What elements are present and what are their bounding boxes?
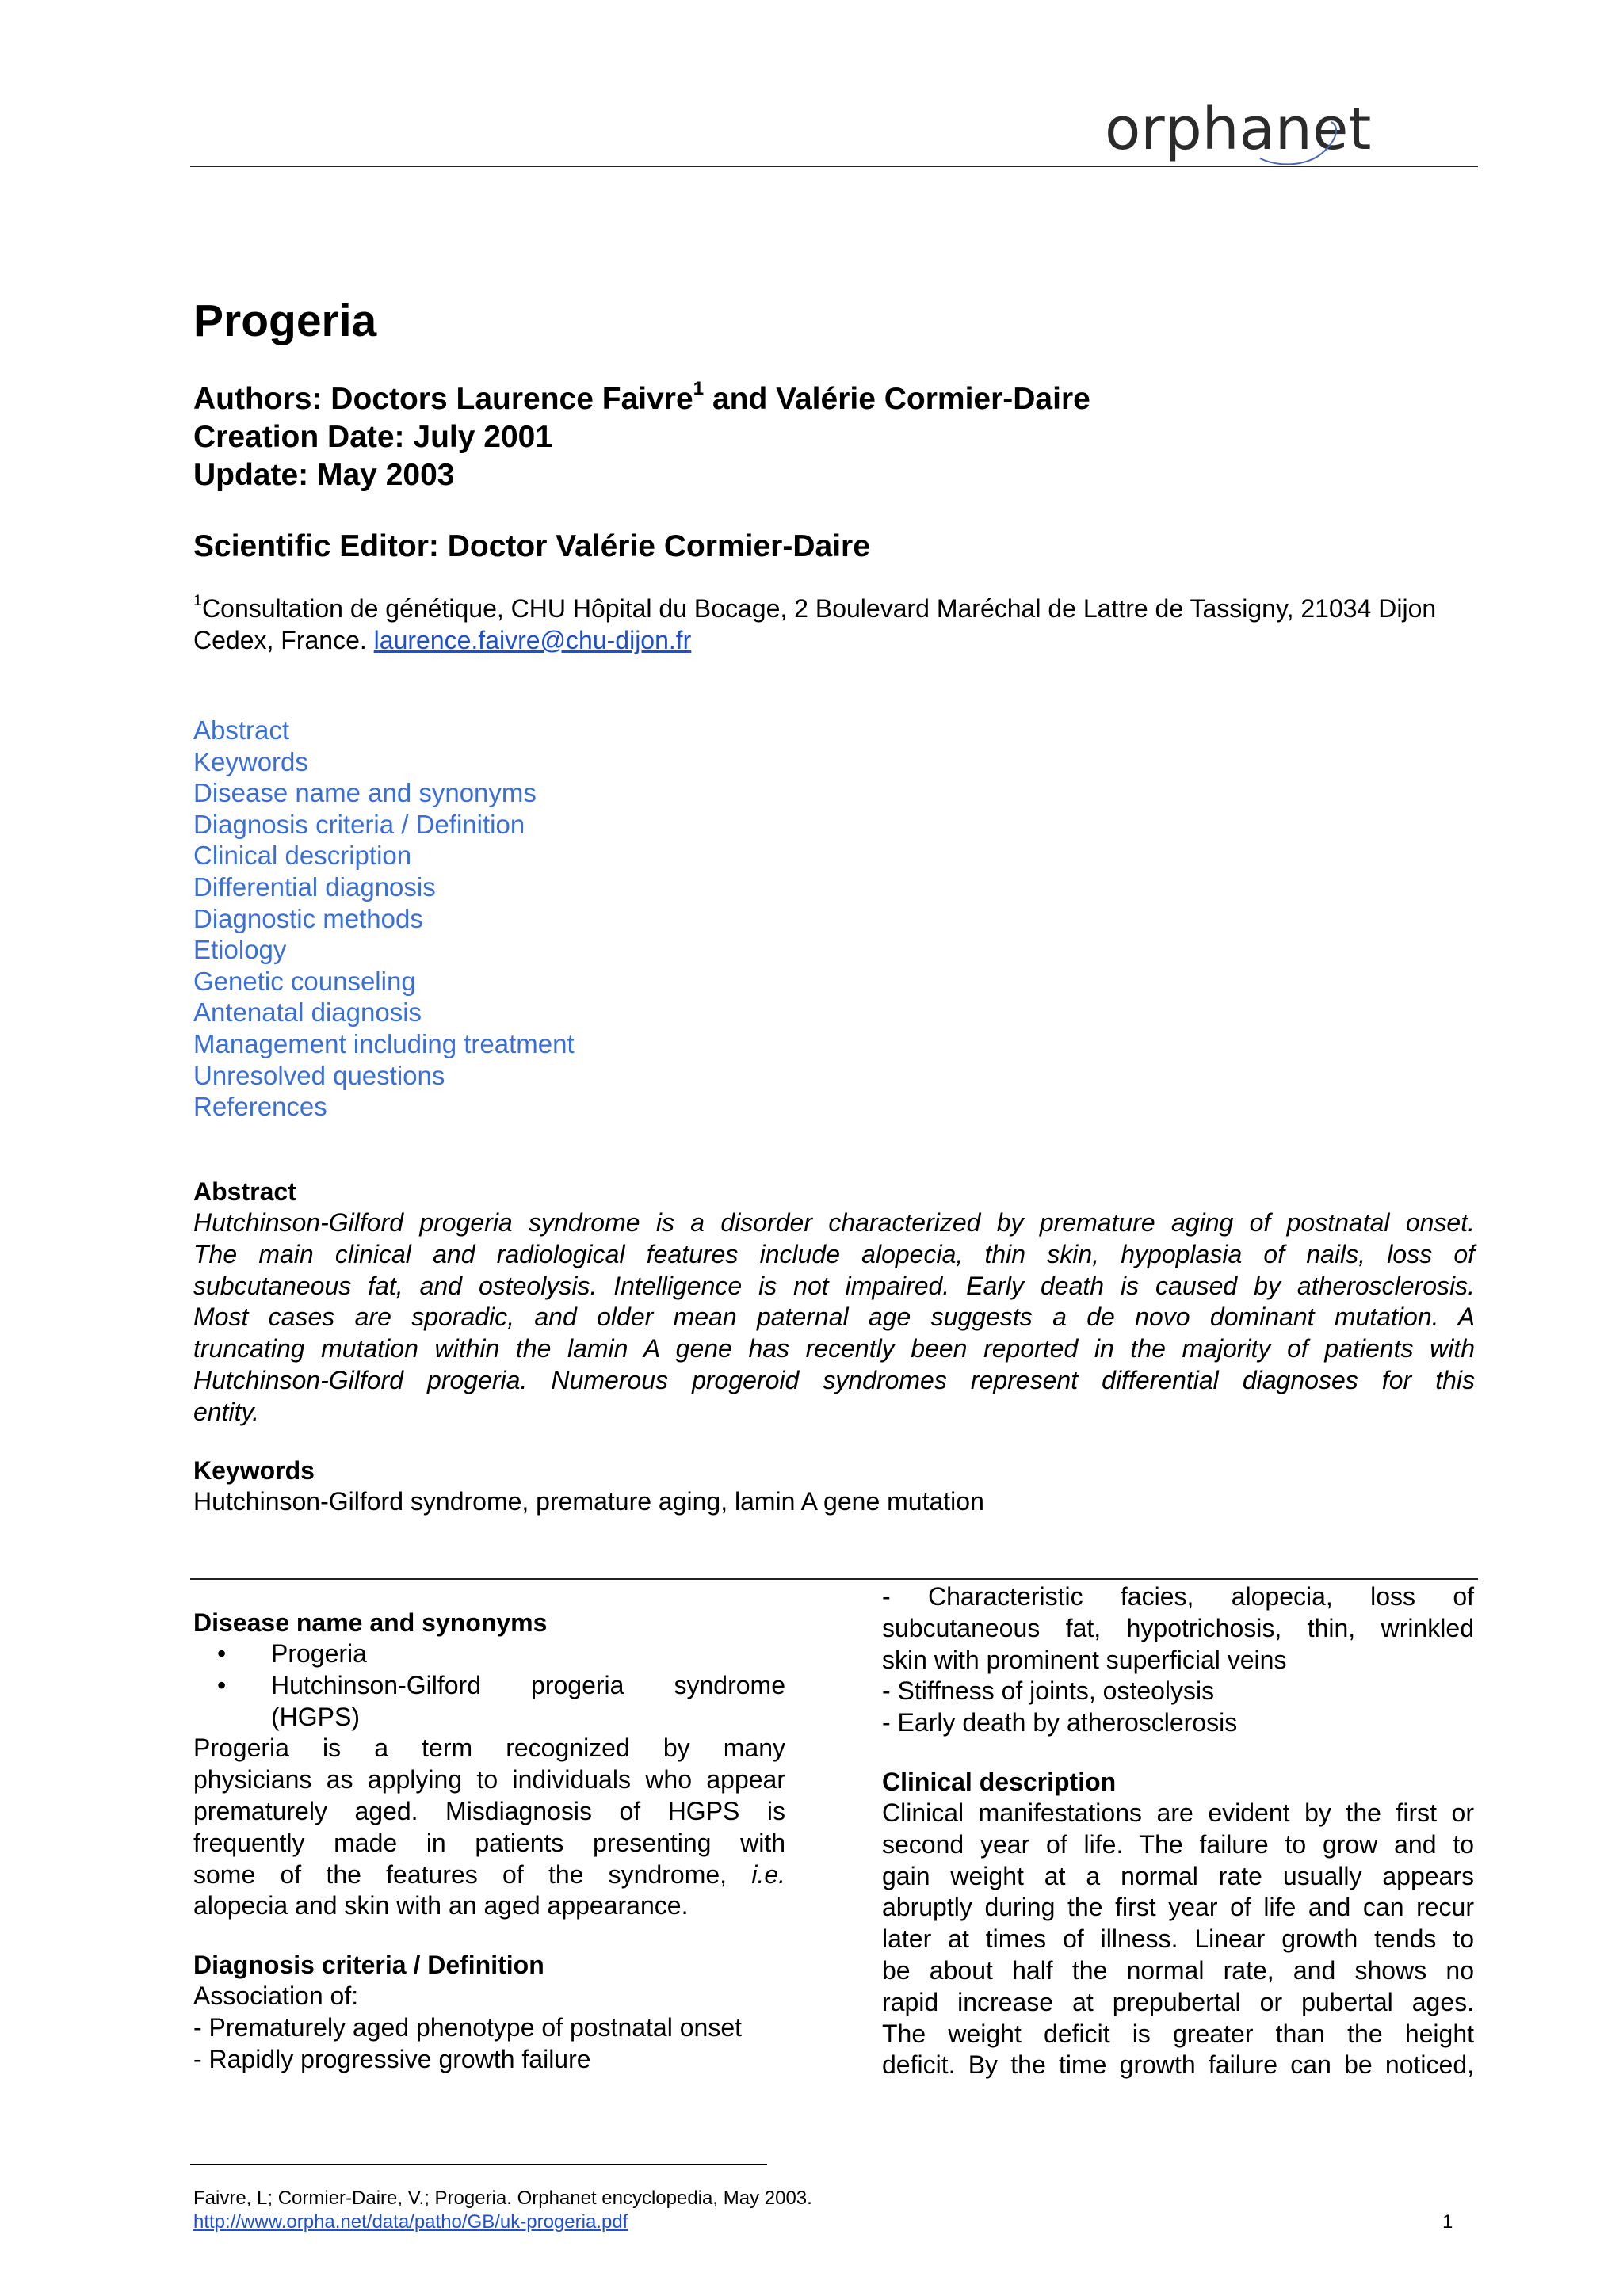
author-email-link[interactable]: laurence.faivre@chu-dijon.fr xyxy=(373,626,692,654)
toc-link-references[interactable]: References xyxy=(193,1092,327,1122)
toc-link-abstract[interactable]: Abstract xyxy=(193,715,290,745)
bullet-icon: • xyxy=(217,1639,227,1668)
criteria-line: - Characteristic facies, alopecia, loss of xyxy=(882,1582,1474,1611)
section-rule xyxy=(190,1578,1478,1580)
author-footnote-marker: 1 xyxy=(693,377,705,399)
criteria-line: Association of: xyxy=(193,1981,359,2011)
orphanet-logo xyxy=(1102,93,1434,165)
document-title: Progeria xyxy=(193,296,377,346)
criteria-line: subcutaneous fat, hypotrichosis, thin, wrinkled xyxy=(882,1613,1474,1642)
toc-link-differential-diagnosis[interactable]: Differential diagnosis xyxy=(193,871,436,902)
bullet-icon: • xyxy=(217,1670,227,1699)
affiliation: $^1$Consultation de génétique, CHU Hôpital du Bocage, 2 Boulevard Maréchal de Lattre de Tassigny, 21034 Dijon Cedex, France. laurence.faivre@chu-dijon.fr xyxy=(193,592,1437,654)
update-date: Update: May 2003 xyxy=(193,458,455,492)
toc-link-management[interactable]: Management including treatment xyxy=(193,1028,575,1058)
abstract-line: subcutaneous fat, and osteolysis. Intelligence is not impaired. Early death is caused by atherosclerosis. xyxy=(193,1271,1475,1300)
abstract-line: The main clinical and radiological features include alopecia, thin skin, hypoplasia of nails, loss of xyxy=(193,1239,1475,1268)
abstract-line: Hutchinson-Gilford progeria. Numerous progeroid syndromes represent differential diagnoses for this xyxy=(193,1365,1475,1394)
clinical-description-heading: Clinical description xyxy=(882,1767,1117,1796)
abstract-line: Hutchinson-Gilford progeria syndrome is a disorder characterized by premature aging of postnatal onset. xyxy=(193,1208,1475,1237)
clinical-line: gain weight at a normal rate usually appears xyxy=(882,1861,1474,1890)
keywords-text: Hutchinson-Gilford syndrome, premature aging, lamin A gene mutation xyxy=(193,1487,984,1516)
synonym-item: • Progeria xyxy=(193,1638,785,1670)
authors-line: Authors: Doctors Laurence Faivre$^1$ and Valérie Cormier-Daire xyxy=(193,377,1090,416)
clinical-line: deficit. By the time growth failure can be noticed, xyxy=(882,2050,1474,2080)
criteria-line: - Early death by atherosclerosis xyxy=(882,1708,1238,1737)
toc-link-diagnostic-methods[interactable]: Diagnostic methods xyxy=(193,903,423,933)
right-column xyxy=(882,1581,1474,2081)
abstract-line: Most cases are sporadic, and older mean paternal age suggests a de novo dominant mutation. A xyxy=(193,1302,1475,1332)
clinical-line: Clinical manifestations are evident by the first or xyxy=(882,1798,1474,1827)
header-rule xyxy=(190,166,1478,167)
toc-link-disease-name[interactable]: Disease name and synonyms xyxy=(193,778,537,808)
left-column xyxy=(193,1607,785,2076)
footer-url-link[interactable]: http://www.orpha.net/data/patho/GB/uk-progeria.pdf xyxy=(193,2211,628,2233)
disease-name-paragraph: Progeria is a term recognized by many physicians as applying to individuals who appear prematurely aged. Misdiagnosis of HGPS is frequently made in patients presenting with some of the features of the syndrome, i.e. alopecia and skin with an aged appearance. xyxy=(193,1733,785,1920)
affiliation-marker: 1 xyxy=(193,592,203,610)
logo-wordmark: orphanet xyxy=(1105,95,1372,163)
keywords-heading: Keywords xyxy=(193,1456,315,1485)
clinical-line: be about half the normal rate, and shows no xyxy=(882,1955,1474,1985)
synonym-item: • Hutchinson-Gilford progeria syndrome (HGPS) xyxy=(217,1670,785,1731)
criteria-line: - Prematurely aged phenotype of postnatal onset xyxy=(193,2012,742,2042)
criteria-line: - Stiffness of joints, osteolysis xyxy=(882,1676,1215,1706)
toc-link-unresolved-questions[interactable]: Unresolved questions xyxy=(193,1060,445,1090)
scientific-editor: Scientific Editor: Doctor Valérie Cormier-Daire xyxy=(193,529,870,563)
toc-link-genetic-counseling[interactable]: Genetic counseling xyxy=(193,966,416,996)
abstract-heading: Abstract xyxy=(193,1177,296,1206)
page-number: 1 xyxy=(1442,2211,1453,2233)
clinical-line: abruptly during the first year of life and can recur xyxy=(882,1893,1474,1922)
diagnosis-criteria-heading: Diagnosis criteria / Definition xyxy=(193,1951,544,1980)
abstract-text xyxy=(193,1207,1475,1428)
creation-date: Creation Date: July 2001 xyxy=(193,420,553,454)
footer-rule xyxy=(190,2164,767,2165)
toc-link-antenatal-diagnosis[interactable]: Antenatal diagnosis xyxy=(193,997,422,1028)
toc-link-diagnosis-criteria[interactable]: Diagnosis criteria / Definition xyxy=(193,809,525,839)
criteria-line: skin with prominent superficial veins xyxy=(882,1645,1287,1674)
toc-link-keywords[interactable]: Keywords xyxy=(193,746,308,776)
clinical-line: rapid increase at prepubertal or pubertal ages. xyxy=(882,1987,1474,2016)
abstract-line: entity. xyxy=(193,1397,259,1426)
toc-link-clinical-description[interactable]: Clinical description xyxy=(193,841,412,871)
criteria-line: - Rapidly progressive growth failure xyxy=(193,2044,591,2073)
table-of-contents xyxy=(193,715,575,1123)
footer-citation: Faivre, L; Cormier-Daire, V.; Progeria. Orphanet encyclopedia, May 2003. xyxy=(193,2187,812,2209)
toc-link-etiology[interactable]: Etiology xyxy=(193,935,287,965)
clinical-line: The weight deficit is greater than the height xyxy=(882,2019,1474,2048)
abstract-line: truncating mutation within the lamin A gene has recently been reported in the majority of patients with xyxy=(193,1334,1475,1363)
clinical-line: later at times of illness. Linear growth tends to xyxy=(882,1924,1474,1954)
clinical-line: second year of life. The failure to grow and to xyxy=(882,1829,1474,1859)
disease-name-heading: Disease name and synonyms xyxy=(193,1608,548,1637)
